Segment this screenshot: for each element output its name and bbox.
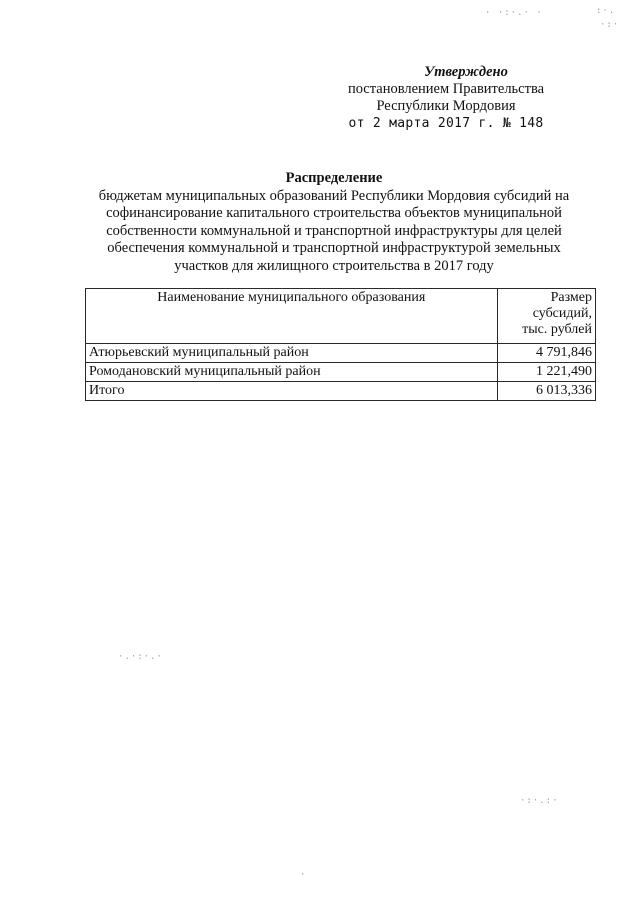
heading-line1: бюджетам муниципальных образований Республики Мордовия субсидий на: [98, 187, 570, 204]
row-name: Ромодановский муниципальный район: [86, 363, 498, 382]
approval-line1: постановлением Правительства: [347, 81, 545, 97]
table-header-row: [86, 289, 596, 344]
approval-approved: Утверждено: [424, 64, 508, 80]
table-row: [86, 344, 596, 363]
heading-line4: обеспечения коммунальной и транспортной инфраструктурой земельных: [107, 240, 561, 256]
scan-noise: :·.: [596, 6, 616, 16]
header-amount-line1: Размер: [550, 290, 592, 305]
row-name: Итого: [86, 382, 498, 401]
table-row-total: [86, 382, 596, 401]
scan-noise: · ·:·.· ·: [485, 8, 543, 18]
heading-line2: софинансирование капитального строительства объектов муниципальной: [106, 205, 562, 221]
row-amount: 6 013,336: [497, 382, 595, 401]
distribution-table: [85, 288, 596, 401]
approval-date: от 2 марта 2017 г. № 148: [348, 116, 544, 131]
scan-noise: ·:·.:·: [520, 796, 559, 806]
scan-noise: ·:·: [600, 20, 620, 30]
scan-noise: ·: [300, 870, 307, 880]
header-name: Наименование муниципального образования: [86, 289, 498, 344]
row-name: Атюрьевский муниципальный район: [86, 344, 498, 363]
header-amount: [497, 289, 595, 344]
document-title: Распределение: [285, 170, 383, 186]
row-amount: 4 791,846: [497, 344, 595, 363]
approval-line2: Республики Мордовия: [376, 98, 516, 114]
header-amount-line3: тыс. рублей: [522, 322, 592, 337]
approval-block: [330, 64, 562, 132]
heading-line5: участков для жилищного строительства в 2017 году: [174, 257, 494, 274]
header-amount-line2: субсидий,: [532, 306, 592, 321]
document-heading: [80, 170, 588, 275]
heading-line3: собственности коммунальной и транспортной инфраструктуры для целей: [106, 222, 562, 239]
scan-noise: ·.·:·.·: [118, 652, 163, 662]
table-row: [86, 363, 596, 382]
row-amount: 1 221,490: [497, 363, 595, 382]
